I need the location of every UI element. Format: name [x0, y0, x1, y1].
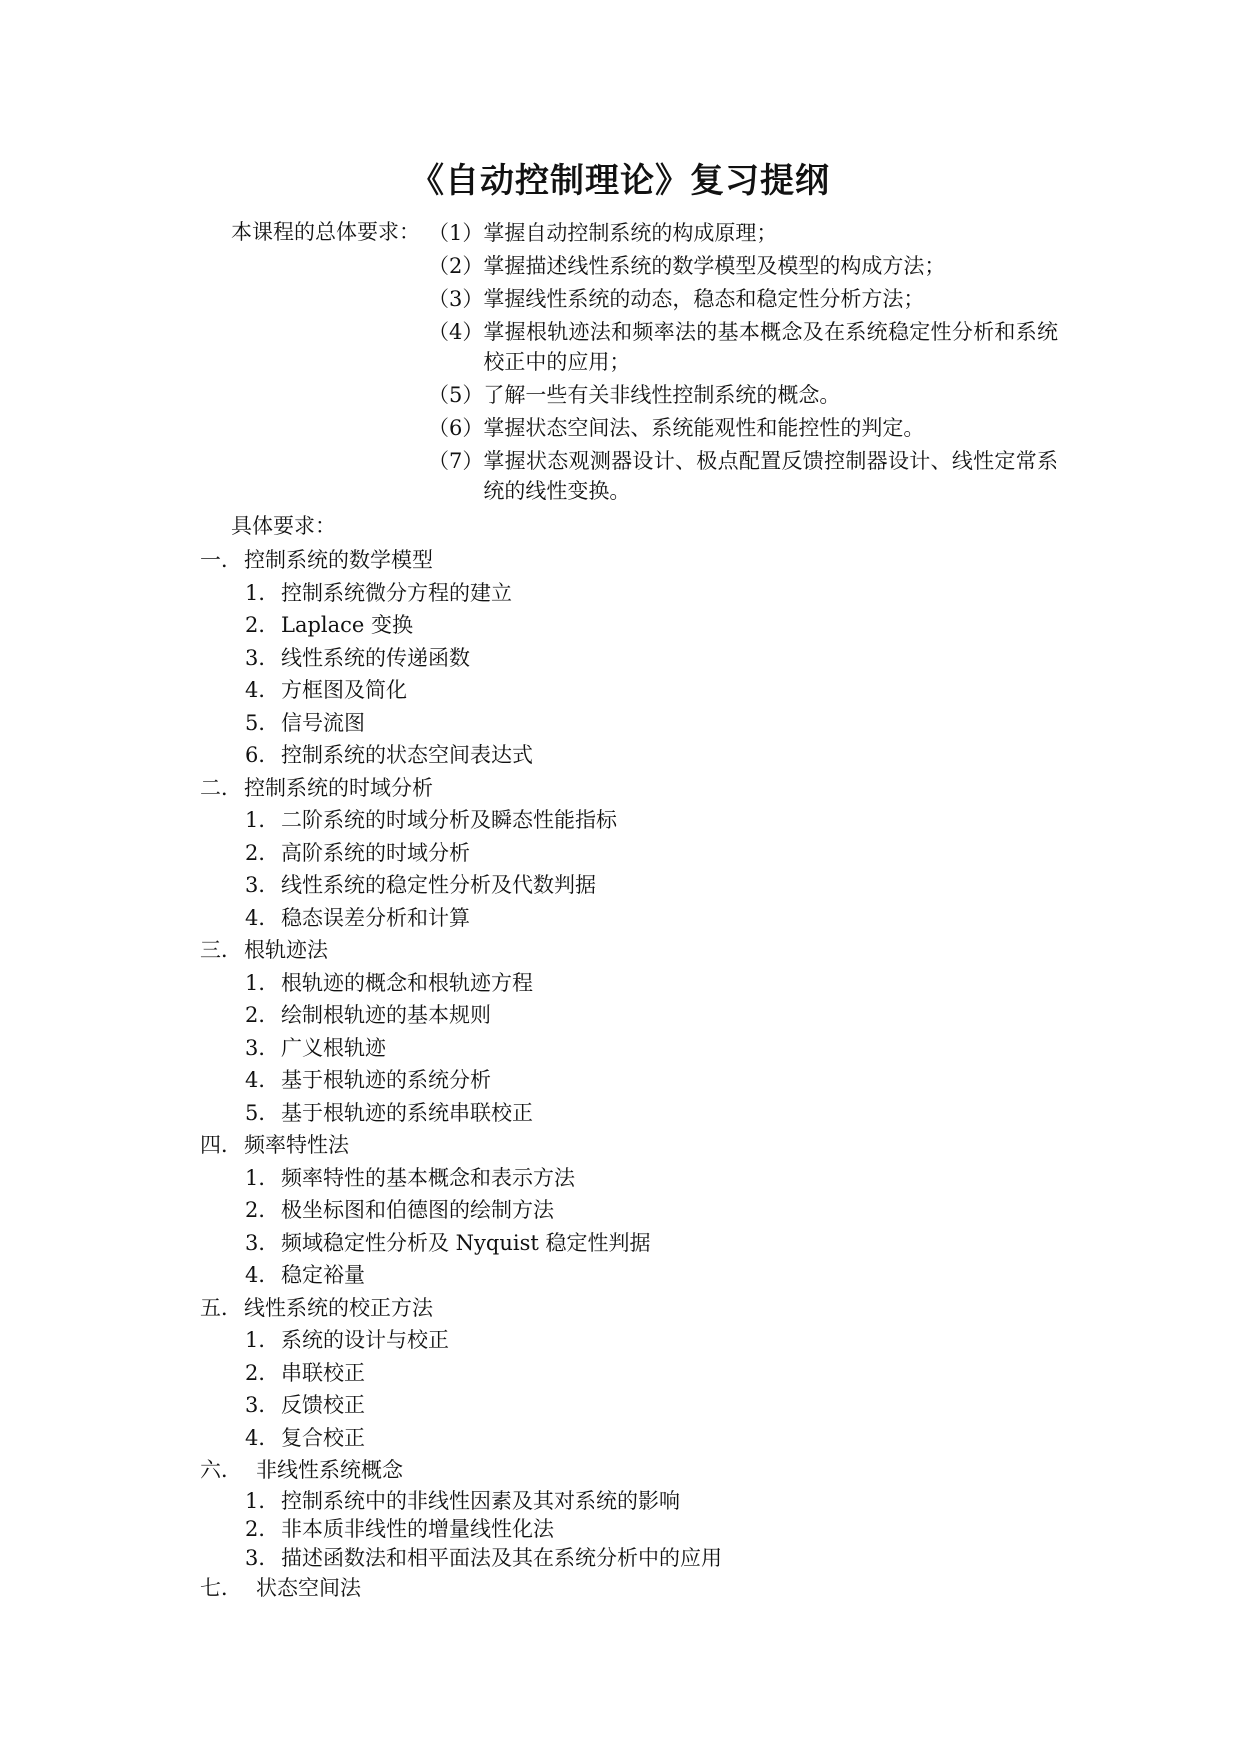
requirement-item [428, 380, 1058, 410]
section-heading [200, 1454, 1100, 1487]
requirements-list [428, 218, 1058, 509]
item-text: 控制系统微分方程的建立 [281, 580, 512, 605]
section-title: 根轨迹法 [244, 938, 328, 962]
item-number: 1． [245, 808, 280, 832]
item-number: 4． [245, 1425, 280, 1450]
section-item [200, 1064, 1100, 1097]
item-number: 3． [245, 1230, 280, 1255]
requirement-text: 掌握状态观测器设计、极点配置反馈控制器设计、线性定常系统的线性变换。 [483, 449, 1058, 503]
requirement-item [428, 251, 1058, 281]
item-text: 频域稳定性分析及 Nyquist 稳定性判据 [281, 1230, 651, 1255]
item-number: 2． [245, 1517, 280, 1541]
requirement-number: （4） [428, 320, 484, 344]
item-number: 4． [245, 678, 280, 702]
item-text: 稳定裕量 [281, 1263, 365, 1287]
section-item [200, 1515, 1100, 1544]
section-item [200, 674, 1100, 707]
section-item [200, 1259, 1100, 1292]
requirement-text: 掌握状态空间法、系统能观性和能控性的判定。 [483, 416, 925, 440]
section-heading [200, 1292, 1100, 1325]
section-item [200, 1097, 1100, 1130]
section-item [200, 1162, 1100, 1195]
section-item [200, 804, 1100, 837]
section-item [200, 609, 1100, 642]
item-number: 1． [245, 1165, 280, 1190]
section-item [200, 1422, 1100, 1455]
requirement-item [428, 218, 1058, 248]
item-text: 基于根轨迹的系统串联校正 [281, 1100, 533, 1125]
section-item [200, 837, 1100, 870]
item-text: 控制系统中的非线性因素及其对系统的影响 [281, 1488, 680, 1513]
item-number: 4． [245, 905, 280, 930]
item-number: 3． [245, 1035, 280, 1060]
section-item [200, 1357, 1100, 1390]
item-text: 控制系统的状态空间表达式 [281, 743, 533, 767]
item-text: 极坐标图和伯德图的绘制方法 [281, 1198, 554, 1222]
item-text: 二阶系统的时域分析及瞬态性能指标 [281, 808, 617, 832]
section-item [200, 577, 1100, 610]
section-title: 状态空间法 [256, 1576, 361, 1600]
section-title: 频率特性法 [244, 1133, 349, 1157]
section-item [200, 739, 1100, 772]
section-item [200, 1194, 1100, 1227]
requirement-number: （3） [428, 287, 484, 311]
item-text: 系统的设计与校正 [281, 1328, 449, 1352]
item-text: Laplace 变换 [281, 613, 414, 637]
item-text: 频率特性的基本概念和表示方法 [281, 1165, 575, 1190]
item-text: 高阶系统的时域分析 [281, 840, 470, 865]
requirement-text: 掌握线性系统的动态，稳态和稳定性分析方法； [483, 287, 925, 311]
requirement-text: 掌握描述线性系统的数学模型及模型的构成方法； [483, 254, 946, 278]
section-item [200, 967, 1100, 1000]
section-heading [200, 772, 1100, 805]
requirement-item [428, 284, 1058, 314]
specific-requirements-label: 具体要求： [231, 514, 336, 538]
item-text: 广义根轨迹 [281, 1035, 386, 1060]
section-title: 线性系统的校正方法 [244, 1295, 433, 1320]
requirement-number: （5） [428, 383, 484, 407]
requirement-number: （7） [428, 449, 484, 473]
section-item [200, 869, 1100, 902]
item-number: 6． [245, 743, 280, 767]
section-number: 五． [200, 1295, 242, 1320]
item-text: 基于根轨迹的系统分析 [281, 1068, 491, 1092]
section-number: 三． [200, 938, 242, 962]
item-number: 1． [245, 1328, 280, 1352]
item-text: 复合校正 [281, 1425, 365, 1450]
section-heading [200, 1572, 1100, 1605]
section-title: 控制系统的时域分析 [244, 775, 433, 800]
item-text: 描述函数法和相平面法及其在系统分析中的应用 [281, 1545, 722, 1570]
requirement-text: 掌握根轨迹法和频率法的基本概念及在系统稳定性分析和系统校正中的应用； [483, 320, 1058, 374]
item-text: 方框图及简化 [281, 678, 407, 702]
section-number: 六． [200, 1458, 242, 1482]
item-number: 3． [245, 873, 280, 897]
item-text: 串联校正 [281, 1360, 365, 1385]
section-item [200, 707, 1100, 740]
section-heading [200, 544, 1100, 577]
item-text: 根轨迹的概念和根轨迹方程 [281, 970, 533, 995]
requirement-text: 掌握自动控制系统的构成原理； [483, 221, 778, 245]
requirement-item [428, 317, 1058, 377]
requirement-number: （2） [428, 254, 484, 278]
section-item [200, 1032, 1100, 1065]
item-text: 线性系统的传递函数 [281, 645, 470, 670]
item-number: 3． [245, 645, 280, 670]
item-text: 非本质非线性的增量线性化法 [281, 1517, 554, 1541]
section-heading [200, 934, 1100, 967]
item-number: 2． [245, 840, 280, 865]
section-item [200, 1227, 1100, 1260]
section-item [200, 902, 1100, 935]
section-number: 七． [200, 1576, 242, 1600]
requirement-item [428, 446, 1058, 506]
outline-sections [200, 544, 1100, 1605]
page-title: 《自动控制理论》复习提纲 [410, 161, 830, 201]
item-number: 4． [245, 1263, 280, 1287]
item-number: 5． [245, 710, 280, 735]
item-number: 3． [245, 1393, 280, 1417]
item-number: 3． [245, 1545, 280, 1570]
item-text: 反馈校正 [281, 1393, 365, 1417]
item-number: 2． [245, 613, 280, 637]
item-number: 1． [245, 1488, 280, 1513]
section-heading [200, 1129, 1100, 1162]
item-text: 信号流图 [281, 710, 365, 735]
section-item [200, 1487, 1100, 1516]
section-number: 二． [200, 775, 242, 800]
item-text: 绘制根轨迹的基本规则 [281, 1003, 491, 1027]
item-number: 1． [245, 580, 280, 605]
section-title: 非线性系统概念 [256, 1458, 403, 1482]
section-item [200, 1324, 1100, 1357]
item-number: 2． [245, 1360, 280, 1385]
section-number: 四． [200, 1133, 242, 1157]
item-text: 线性系统的稳定性分析及代数判据 [281, 873, 596, 897]
item-number: 2． [245, 1003, 280, 1027]
section-item [200, 642, 1100, 675]
requirement-number: （6） [428, 416, 484, 440]
section-number: 一． [200, 548, 242, 572]
section-title: 控制系统的数学模型 [244, 548, 433, 572]
item-number: 5． [245, 1100, 280, 1125]
item-number: 1． [245, 970, 280, 995]
requirement-number: （1） [428, 221, 484, 245]
requirement-item [428, 413, 1058, 443]
item-number: 2． [245, 1198, 280, 1222]
requirement-text: 了解一些有关非线性控制系统的概念。 [483, 383, 841, 407]
section-item [200, 999, 1100, 1032]
section-item [200, 1389, 1100, 1422]
item-number: 4． [245, 1068, 280, 1092]
item-text: 稳态误差分析和计算 [281, 905, 470, 930]
section-item [200, 1544, 1100, 1573]
requirements-label: 本课程的总体要求： [231, 220, 420, 244]
